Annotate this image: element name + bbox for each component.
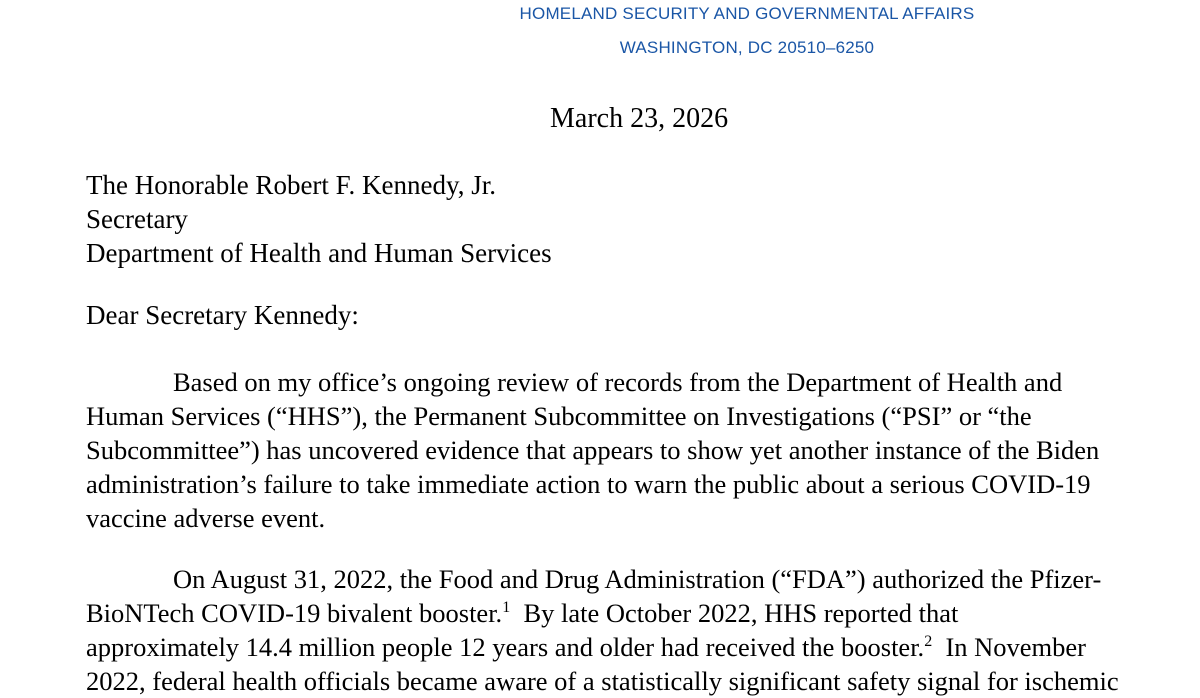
salutation: Dear Secretary Kennedy:	[86, 300, 359, 330]
letterhead-committee-name: HOMELAND SECURITY AND GOVERNMENTAL AFFAIRS	[519, 4, 975, 23]
footnote-marker-2[interactable]: 2	[924, 633, 933, 651]
paragraph-line: Subcommittee”) has uncovered evidence that appears to show yet another instance of the Biden	[86, 435, 1100, 465]
paragraph-text: By late October 2022, HHS reported that	[523, 598, 959, 628]
paragraph-line	[86, 596, 1119, 630]
footnote-marker-1[interactable]: 1	[502, 599, 511, 617]
body-paragraph-2	[86, 562, 1119, 698]
paragraph-line	[86, 630, 1119, 664]
paragraph-line: administration’s failure to take immediate action to warn the public about a serious COVID-19	[86, 469, 1091, 499]
addressee-block	[86, 168, 552, 270]
letter-date: March 23, 2026	[550, 103, 729, 134]
paragraph-line: 2022, federal health officials became aware of a statistically significant safety signal for ischemic	[86, 666, 1119, 696]
paragraph-line: Human Services (“HHS”), the Permanent Subcommittee on Investigations (“PSI” or “the	[86, 401, 1032, 431]
paragraph-line: Based on my office’s ongoing review of records from the Department of Health and	[173, 367, 1063, 397]
addressee-department: Department of Health and Human Services	[86, 238, 552, 268]
paragraph-line: vaccine adverse event.	[86, 503, 326, 533]
body-paragraph-1	[86, 365, 1099, 535]
addressee-name: The Honorable Robert F. Kennedy, Jr.	[86, 170, 496, 200]
letterhead-address: WASHINGTON, DC 20510–6250	[619, 38, 875, 57]
addressee-title: Secretary	[86, 204, 188, 234]
paragraph-text: BioNTech COVID-19 bivalent booster.	[86, 598, 503, 628]
paragraph-text: In November	[945, 632, 1086, 662]
paragraph-text: approximately 14.4 million people 12 years and older had received the booster.	[86, 632, 925, 662]
paragraph-line: On August 31, 2022, the Food and Drug Administration (“FDA”) authorized the Pfizer-	[173, 564, 1102, 594]
